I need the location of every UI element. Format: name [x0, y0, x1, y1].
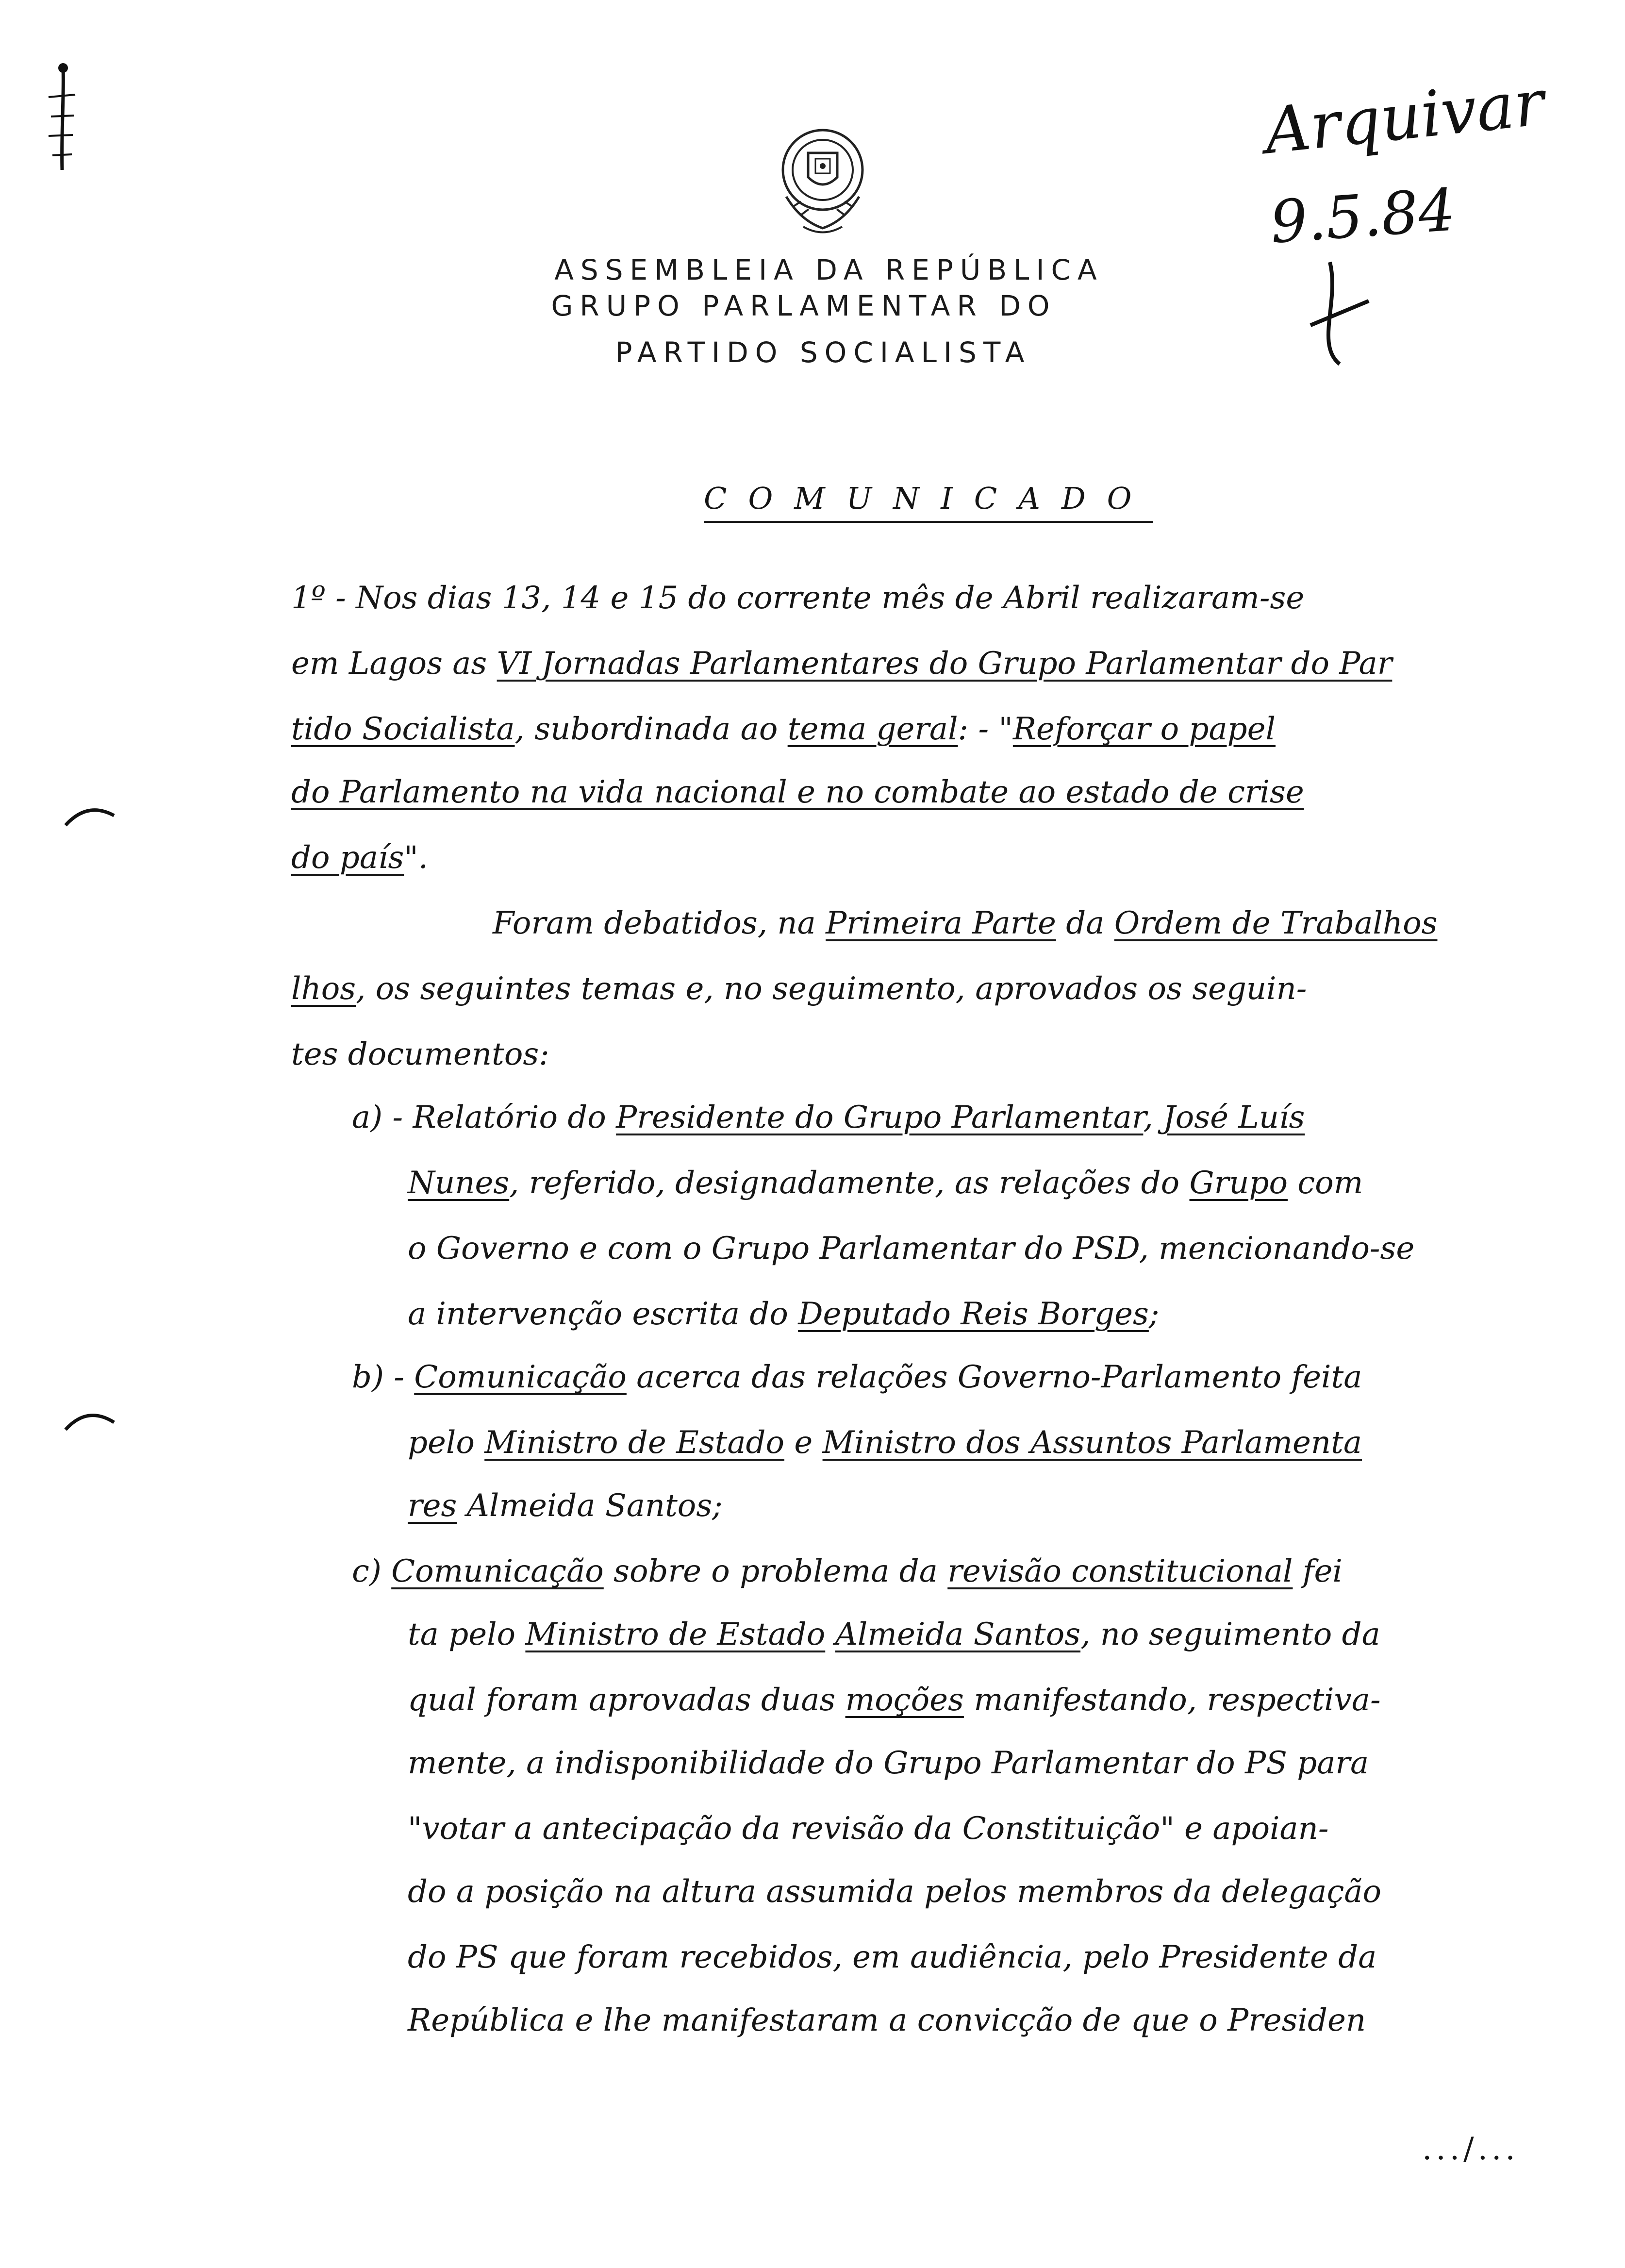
- text-segment: acerca das relações Governo-Parlamento feita: [626, 1359, 1362, 1395]
- underlined-text: Almeida Santos: [835, 1617, 1081, 1652]
- underlined-text: do Parlamento na vida nacional e no combate ao estado de crise: [291, 774, 1304, 810]
- underlined-text: Primeira Parte: [826, 905, 1056, 941]
- text-segment: pelo: [408, 1425, 485, 1461]
- underlined-text: Grupo: [1189, 1165, 1288, 1201]
- continuation-mark: .../...: [1422, 2131, 1519, 2167]
- text-line: [408, 1811, 1328, 1847]
- text-segment: e: [784, 1425, 823, 1461]
- text-line: [408, 1488, 723, 1524]
- text-segment: em Lagos as: [291, 646, 497, 682]
- text-segment: ".: [404, 840, 429, 876]
- underlined-text: Comunicação: [391, 1553, 604, 1589]
- text-segment: da: [1056, 905, 1114, 941]
- underlined-text: tido Socialista: [291, 711, 515, 747]
- text-line: [408, 1425, 1362, 1461]
- text-segment: 1º - Nos dias 13, 14 e 15 do corrente mês de Abril realizaram-se: [291, 580, 1305, 616]
- text-segment: o Governo e com o Grupo Parlamentar do PSD, mencionando-se: [408, 1231, 1415, 1267]
- text-segment: a) - Relatório do: [352, 1100, 616, 1135]
- underlined-text: revisão constitucional: [947, 1553, 1293, 1589]
- text-line: [291, 1036, 549, 1072]
- text-segment: , subordinada ao: [514, 711, 788, 747]
- underlined-text: VI Jornadas Parlamentares do Grupo Parlamentar do Par: [497, 646, 1393, 682]
- text-segment: mente, a indisponibilidade do Grupo Parlamentar do PS para: [408, 1745, 1369, 1781]
- underlined-text: Deputado Reis Borges: [798, 1296, 1149, 1332]
- text-segment: ,: [1143, 1100, 1163, 1135]
- underlined-text: José Luís: [1163, 1100, 1305, 1135]
- document-title: COMUNICADO: [704, 481, 1153, 523]
- text-line: [352, 1100, 1305, 1135]
- underlined-text: Ministro de Estado: [525, 1617, 826, 1652]
- letterhead-line-1: ASSEMBLEIA DA REPÚBLICA: [554, 253, 1104, 286]
- underlined-text: Nunes: [408, 1165, 510, 1201]
- text-line: [408, 1745, 1369, 1781]
- text-line: [291, 646, 1392, 682]
- text-segment: [825, 1617, 835, 1652]
- underlined-text: Presidente do Grupo Parlamentar: [616, 1100, 1144, 1135]
- text-segment: ;: [1148, 1296, 1160, 1332]
- text-line: [408, 1617, 1380, 1652]
- handwritten-note-line-2: 9.5.84: [1268, 176, 1458, 257]
- text-segment: qual foram aprovadas duas: [408, 1682, 846, 1718]
- underlined-text: Ordem de Trabalhos: [1114, 905, 1438, 941]
- text-line: [408, 1231, 1414, 1267]
- text-segment: , referido, designadamente, as relações do: [509, 1165, 1190, 1201]
- text-line: [408, 1682, 1381, 1718]
- text-line: [352, 1553, 1343, 1589]
- text-line: [408, 1165, 1363, 1201]
- handwritten-note-line-1: Arquivar: [1261, 65, 1548, 168]
- letterhead-line-3: PARTIDO SOCIALISTA: [615, 336, 1031, 369]
- underlined-text: Comunicação: [414, 1359, 627, 1395]
- margin-mark-icon: [29, 58, 87, 184]
- text-segment: c): [352, 1553, 392, 1589]
- text-segment: , os seguintes temas e, no seguimento, aprovados os seguin-: [356, 971, 1307, 1007]
- text-segment: a intervenção escrita do: [408, 1296, 798, 1332]
- text-segment: "votar a antecipação da revisão da Constituição" e apoian-: [408, 1811, 1329, 1847]
- text-line: [408, 1939, 1376, 1975]
- text-line: [408, 1296, 1159, 1332]
- text-line: [408, 2002, 1366, 2038]
- text-segment: República e lhe manifestaram a convicção de que o Presiden: [408, 2002, 1366, 2038]
- text-line: [352, 1359, 1362, 1395]
- text-segment: tes documentos:: [291, 1036, 549, 1072]
- underlined-text: Ministro de Estado: [484, 1425, 785, 1461]
- underlined-text: moções: [845, 1682, 964, 1718]
- text-line: [493, 905, 1437, 941]
- text-segment: ta pelo: [408, 1617, 526, 1652]
- text-segment: b) -: [352, 1359, 415, 1395]
- underlined-text: tema geral: [787, 711, 958, 747]
- text-segment: Almeida Santos;: [457, 1488, 723, 1524]
- text-segment: fei: [1293, 1553, 1343, 1589]
- text-line: [291, 774, 1304, 810]
- handwritten-note: [1243, 65, 1548, 384]
- text-segment: sobre o problema da: [603, 1553, 948, 1589]
- text-segment: : - ": [958, 711, 1013, 747]
- text-line: [291, 971, 1307, 1007]
- underlined-text: res: [408, 1488, 457, 1524]
- coat-of-arms-icon: [767, 124, 879, 240]
- underlined-text: do país: [291, 840, 404, 876]
- text-segment: com: [1287, 1165, 1363, 1201]
- letterhead-line-2: GRUPO PARLAMENTAR DO: [551, 289, 1057, 322]
- text-segment: do PS que foram recebidos, em audiência, pelo Presidente da: [408, 1939, 1377, 1975]
- underlined-text: Reforçar o papel: [1012, 711, 1276, 747]
- text-segment: Foram debatidos, na: [493, 905, 826, 941]
- margin-arc-icon: [63, 1403, 116, 1432]
- underlined-text: Ministro dos Assuntos Parlamenta: [822, 1425, 1362, 1461]
- text-line: [291, 711, 1276, 747]
- margin-arc-icon: [63, 801, 116, 830]
- text-line: [408, 1874, 1381, 1910]
- text-line: [291, 580, 1304, 616]
- text-segment: manifestando, respectiva-: [963, 1682, 1381, 1718]
- text-line: [291, 840, 428, 876]
- underlined-text: lhos: [291, 971, 356, 1007]
- text-segment: , no seguimento da: [1080, 1617, 1380, 1652]
- text-segment: do a posição na altura assumida pelos membros da delegação: [408, 1874, 1381, 1910]
